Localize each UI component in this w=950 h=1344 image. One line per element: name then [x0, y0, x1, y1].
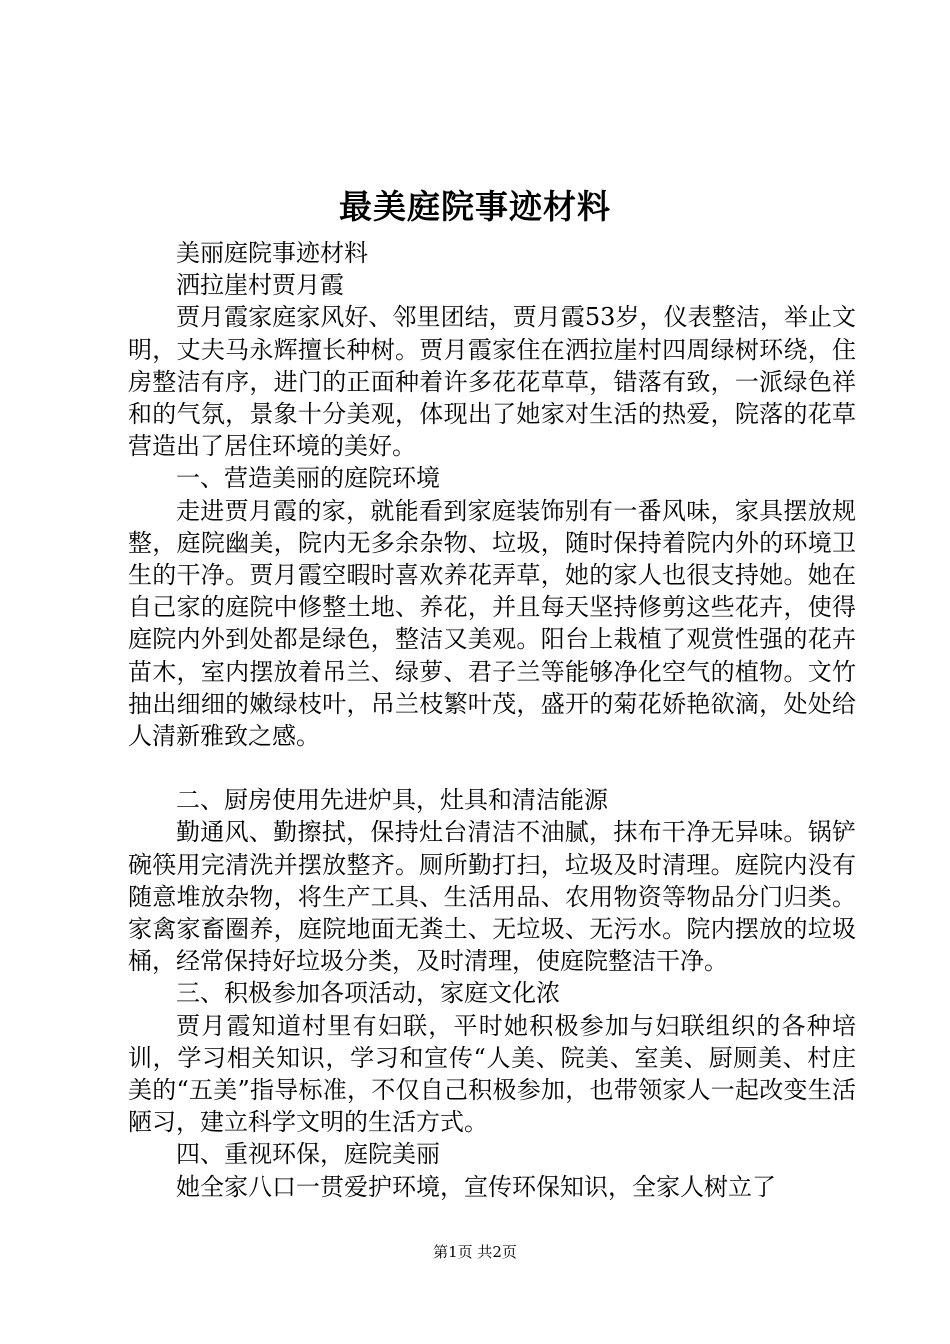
paragraph-section-1: 走进贾月霞的家，就能看到家庭装饰别有一番风味，家具摆放规整，庭院幽美，院内无多余杂物、垃圾，随时保持着院内外的环境卫生的干净。贾月霞空暇时喜欢养花弄草，她的家人也很支持她。她在自己家的庭院中修整土地、养花，并且每天坚持修剪这些花卉，使得庭院内外到处都是绿色，整洁又美观。阳台上栽植了观赏性强的花卉苗木，室内摆放着吊兰、绿萝、君子兰等能够净化空气的植物。文竹抽出细细的嫩绿枝叶，吊兰枝繁叶茂，盛开的菊花娇艳欲滴，处处给人清新雅致之感。 [128, 496, 856, 751]
paragraph-section-3: 贾月霞知道村里有妇联，平时她积极参加与妇联组织的各种培训，学习相关知识，学习和宣传“人美、院美、室美、厨厕美、村庄美的“五美”指导标准，不仅自己积极参加，也带领家人一起改变生活陋习，建立科学文明的生活方式。 [128, 1011, 856, 1137]
section-heading-4: 四、重视环保，庭院美丽 [176, 1140, 440, 1169]
section-heading-2: 二、厨房使用先进炉具，灶具和清洁能源 [176, 786, 608, 815]
paragraph-section-4: 她全家八口一贯爱护环境，宣传环保知识，全家人树立了 [176, 1172, 776, 1201]
section-heading-3: 三、积极参加各项活动，家庭文化浓 [176, 979, 560, 1008]
document-title: 最美庭院事迹材料 [339, 187, 611, 226]
document-body [128, 237, 856, 1203]
paragraph-section-2: 勤通风、勤擦拭，保持灶台清洁不油腻，抹布干净无异味。锅铲碗筷用完清洗并摆放整齐。厕所勤打扫，垃圾及时清理。庭院内没有随意堆放杂物，将生产工具、生活用品、农用物资等物品分门归类。家禽家畜圈养，庭院地面无粪土、无垃圾、无污水。院内摆放的垃圾桶，经常保持好垃圾分类，及时清理，使庭院整洁干净。 [128, 818, 856, 976]
section-heading-1: 一、营造美丽的庭院环境 [176, 464, 440, 493]
paragraph-author: 洒拉崖村贾月霞 [176, 271, 344, 300]
page-footer: 第1页 共2页 [433, 1243, 517, 1261]
paragraph-subtitle: 美丽庭院事迹材料 [176, 239, 368, 267]
paragraph-intro: 贾月霞家庭家风好、邻里团结，贾月霞53岁，仪表整洁，举止文明，丈夫马永辉擅长种树。贾月霞家住在洒拉崖村四周绿树环绕，住房整洁有序，进门的正面种着许多花花草草，错落有致，一派绿色祥和的气氛，景象十分美观，体现出了她家对生活的热爱，院落的花草营造出了居住环境的美好。 [128, 303, 856, 461]
